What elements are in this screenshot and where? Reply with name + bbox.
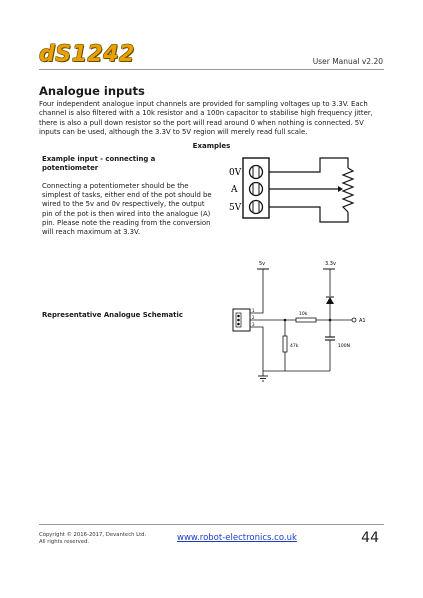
wire-5v-rail [250, 269, 263, 313]
example-description: Connecting a potentiometer should be the simplest of tasks, either end of the pot should be wired to the 5v and 0v respectively, the output pin of the pot is then wired into the analogue (A) pin. Please note the reading from the conversion will reach maximum at 3.3V. [42, 182, 212, 237]
terminal-label-0v: 0V [229, 168, 242, 178]
copyright-line-2: All rights reserved. [39, 539, 90, 545]
resistor-10k [296, 318, 316, 322]
manual-version: User Manual v2.20 [312, 57, 383, 66]
pin-3-label: 3 [252, 322, 255, 327]
copyright [39, 532, 146, 546]
header-divider [39, 69, 384, 70]
resistor-10k-label: 10k [299, 312, 308, 317]
supply-3v3-label: 3.3v [325, 261, 336, 267]
ground-icon [258, 376, 268, 381]
connector [233, 309, 250, 331]
section-title: Analogue inputs [39, 84, 145, 98]
page-number: 44 [361, 530, 379, 546]
capacitor-label: 100N [338, 344, 350, 349]
pin-1-label: 1 [252, 308, 255, 313]
footer-divider [39, 524, 384, 525]
wire-0v [269, 158, 348, 172]
output-label: A1 [359, 318, 366, 324]
supply-5v-label: 5v [259, 261, 266, 267]
brand-logo: dS1242 [39, 42, 135, 67]
wire-ground-rail [250, 327, 263, 371]
potentiometer-diagram [226, 150, 366, 230]
resistor-47k [283, 336, 287, 352]
website-link[interactable]: www.robot-electronics.co.uk [177, 533, 297, 543]
terminal-label-a: A [231, 185, 238, 195]
copyright-line-1: Copyright © 2016-2017, Devantech Ltd. [39, 532, 147, 538]
analogue-schematic [226, 258, 376, 398]
schematic-heading: Representative Analogue Schematic [42, 311, 183, 319]
pin-2-label: 2 [252, 315, 255, 320]
example-heading: Example input - connecting a potentiometer [42, 155, 156, 172]
intro-paragraph: Four independent analogue input channels are provided for sampling voltages up to 3.3V. Each channel is also filtered with a 10k resistor and a 100n capacitor to stabilise high frequency jitter, there is also a pull down resistor so the port will read around 0 when nothing is connected. 5V inputs can be used, although the 3.3V to 5V region will merely read full scale. [39, 100, 373, 136]
resistor-47k-label: 47k [290, 344, 299, 349]
terminal-label-5v: 5V [229, 203, 242, 213]
examples-heading: Examples [192, 142, 231, 150]
potentiometer-resistor [343, 168, 353, 212]
clamp-diode [326, 297, 334, 304]
wire-5v [269, 207, 348, 222]
output-terminal [352, 318, 356, 322]
terminal-block [243, 158, 269, 218]
